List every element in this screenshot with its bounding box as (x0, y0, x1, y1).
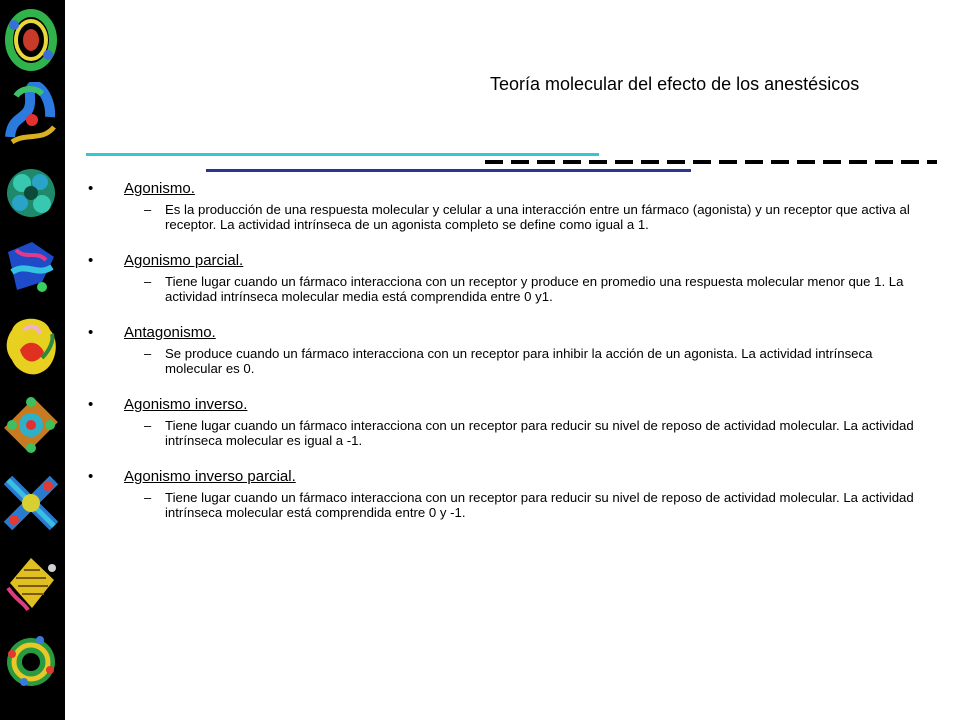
bullet-icon: • (88, 324, 94, 341)
protein-lattice-icon (2, 390, 60, 460)
term-description: Tiene lugar cuando un fármaco interacciona con un receptor para reducir su nivel de reposo de actividad molecular. La actividad intrínseca molecular es igual a -1. (165, 418, 914, 448)
list-item (88, 396, 928, 448)
term-description: Es la producción de una respuesta molecular y celular a una interacción entre un fármaco (agonista) y un receptor que activa al receptor. La actividad intrínseca de un agonista completo se define como igual a 1. (165, 202, 910, 232)
protein-surface-icon (2, 310, 60, 380)
list-item (88, 252, 928, 304)
term-link[interactable]: Agonismo. (124, 180, 195, 197)
protein-sheet-icon (2, 548, 60, 618)
protein-pore-icon (2, 626, 60, 696)
term-link[interactable]: Agonismo inverso parcial. (124, 468, 296, 485)
dash-icon: – (144, 418, 152, 433)
term-link[interactable]: Agonismo inverso. (124, 396, 248, 413)
protein-complex-icon (2, 468, 60, 538)
protein-ring-icon (2, 5, 60, 75)
protein-helix-icon (2, 82, 60, 152)
bullet-icon: • (88, 252, 94, 269)
list-item (88, 468, 928, 520)
bullet-icon: • (88, 396, 94, 413)
slide-title: Teoría molecular del efecto de los anestésicos (490, 74, 860, 94)
list-item (88, 180, 928, 232)
term-link[interactable]: Antagonismo. (124, 324, 216, 341)
list-item (88, 324, 928, 376)
term-link[interactable]: Agonismo parcial. (124, 252, 244, 269)
definitions-list (88, 180, 928, 538)
protein-cluster-icon (2, 158, 60, 228)
decorative-line-navy (206, 169, 691, 172)
decorative-line-dashed (485, 160, 937, 164)
decorative-line-cyan (86, 153, 599, 156)
protein-ribbon-icon (2, 232, 60, 302)
term-description: Tiene lugar cuando un fármaco interacciona con un receptor para reducir su nivel de reposo de actividad molecular. La actividad intrínseca molecular está comprendida entre 0 y -1. (165, 490, 914, 520)
dash-icon: – (144, 490, 152, 505)
dash-icon: – (144, 202, 152, 217)
term-description: Se produce cuando un fármaco interacciona con un receptor para inhibir la acción de un agonista. La actividad intrínseca molecular es 0. (165, 346, 873, 376)
dash-icon: – (144, 346, 152, 361)
term-description: Tiene lugar cuando un fármaco interacciona con un receptor y produce en promedio una respuesta molecular menor que 1. La actividad intrínseca molecular media está comprendida entre 0 y1. (165, 274, 904, 304)
sidebar-protein-strip (0, 0, 65, 720)
bullet-icon: • (88, 468, 94, 485)
dash-icon: – (144, 274, 152, 289)
bullet-icon: • (88, 180, 94, 197)
